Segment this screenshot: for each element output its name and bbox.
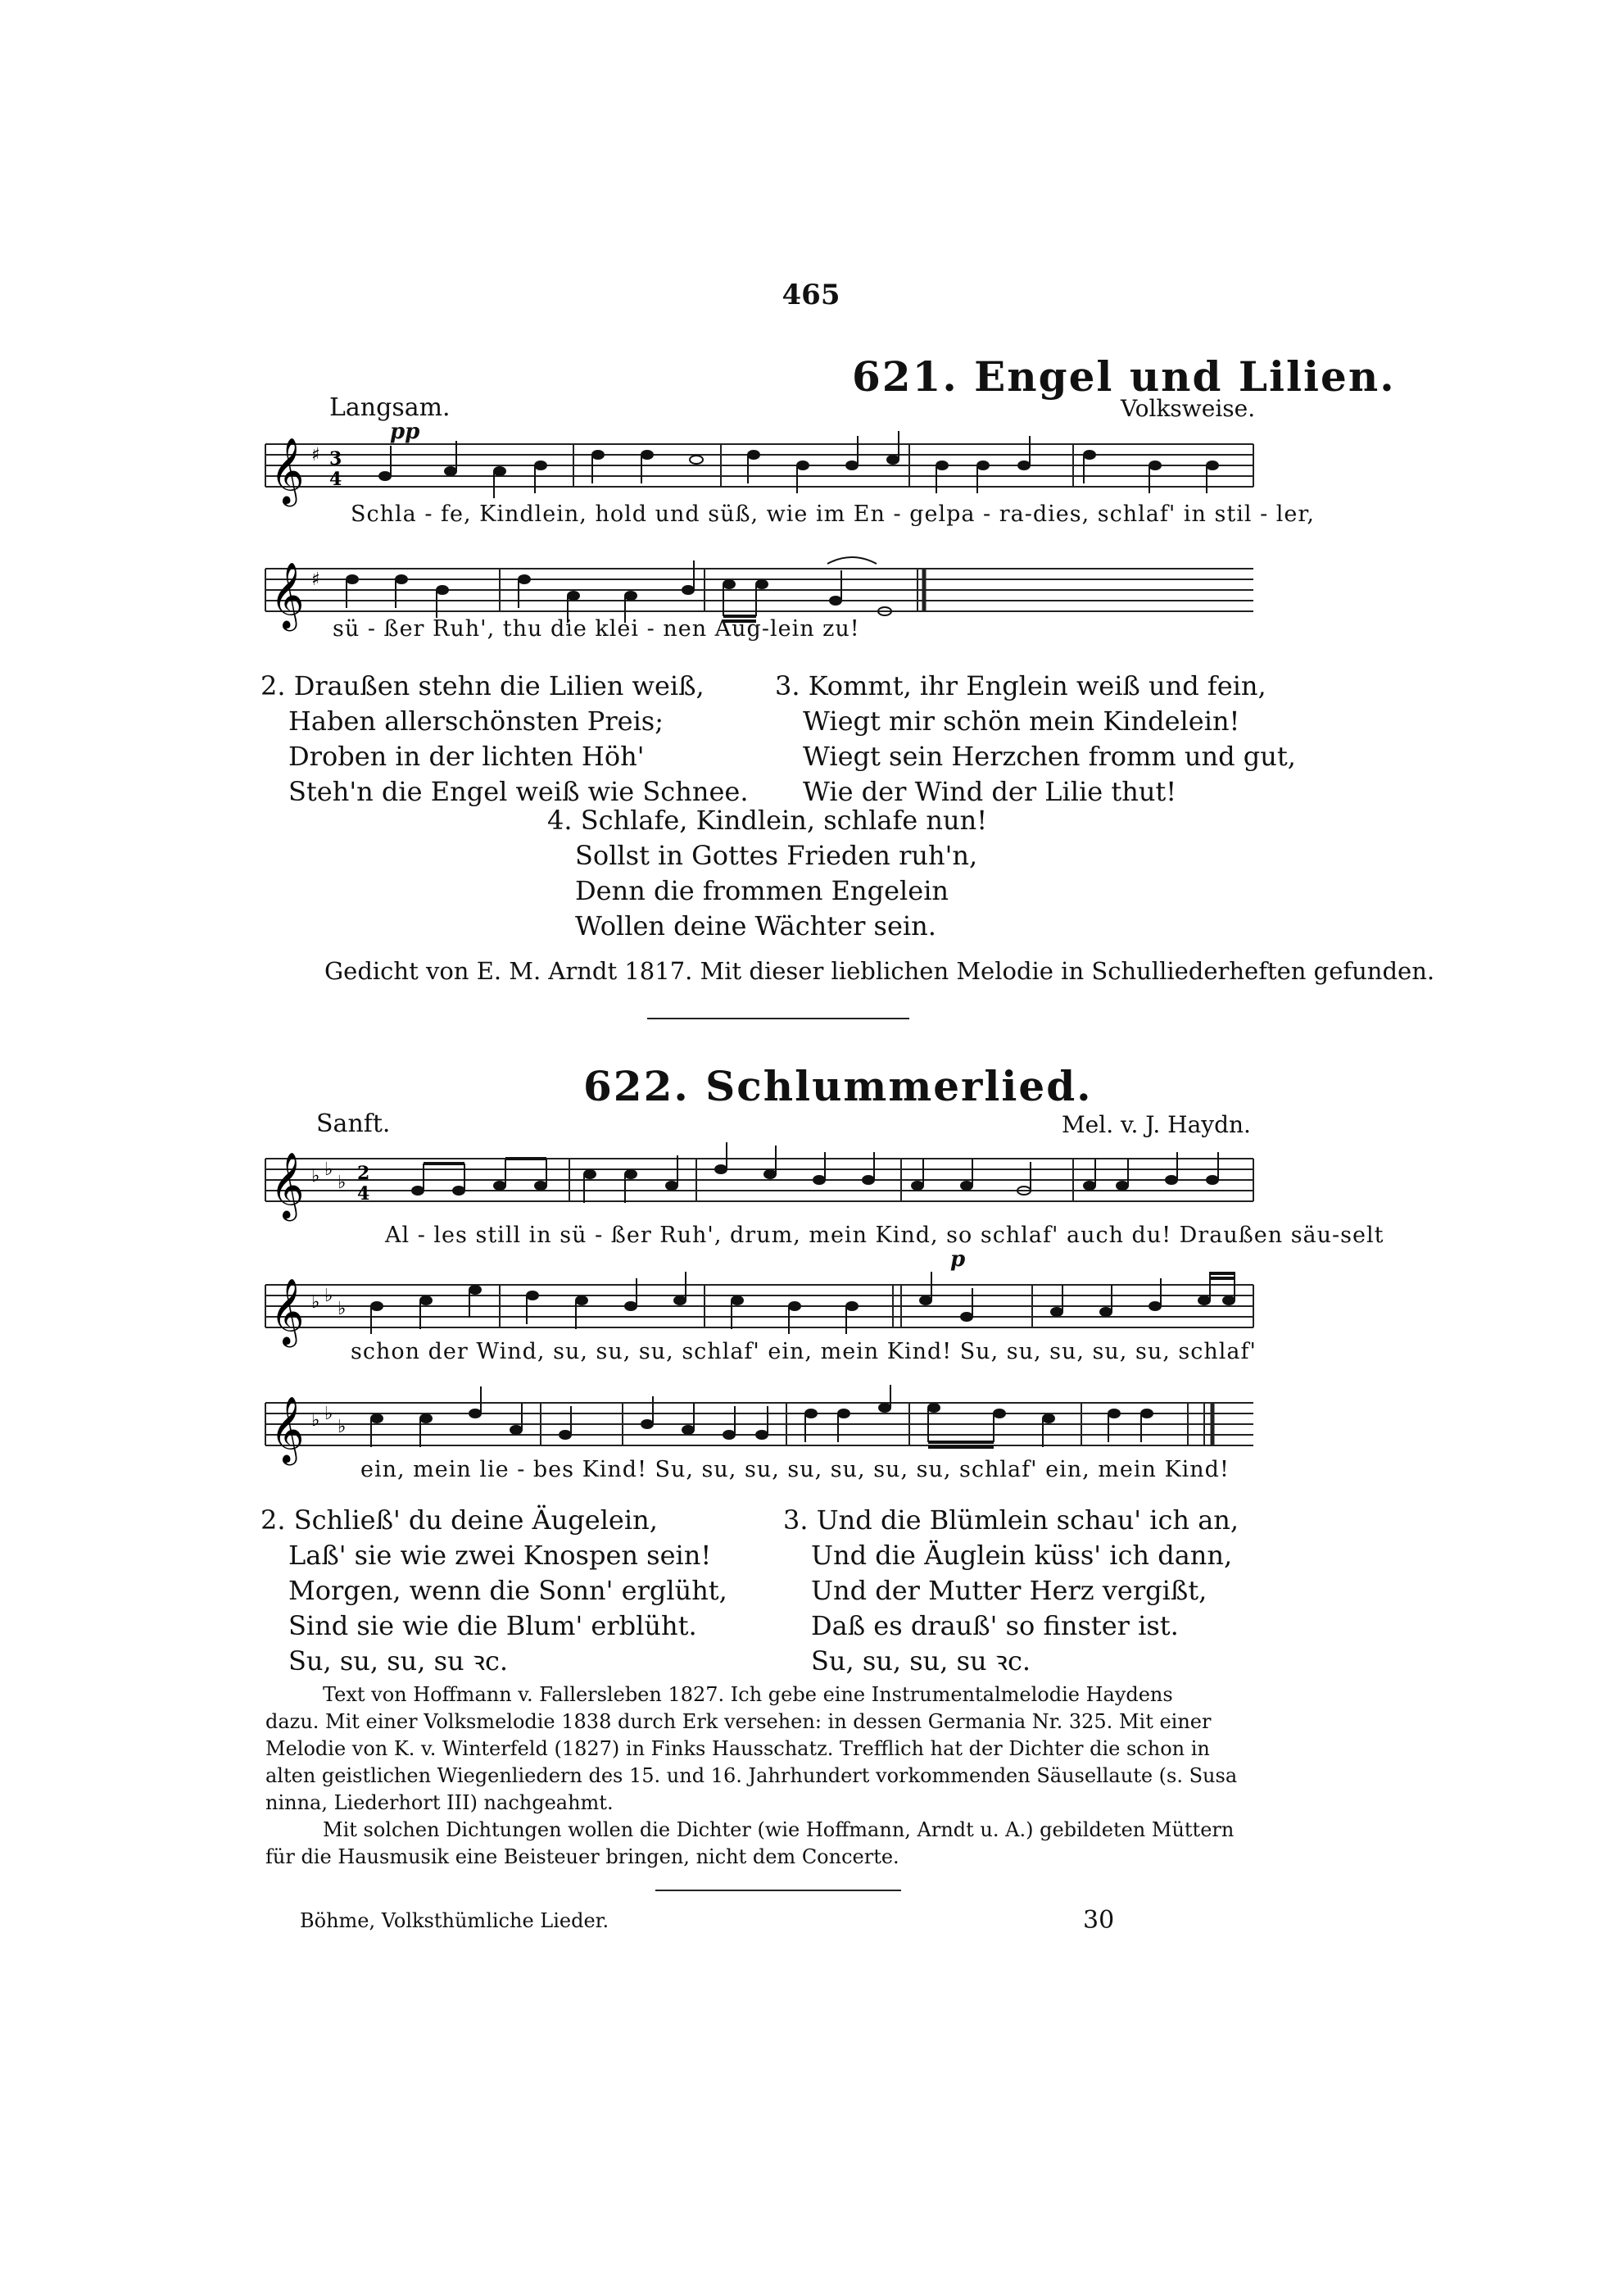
svg-text:♭: ♭ [338, 1417, 347, 1437]
commentary-line: Mit solchen Dichtungen wollen die Dichter (wie Hoffmann, Arndt u. A.) gebildeten Müttern [323, 1818, 1235, 1841]
verse-line: Steh'n die Engel weiß wie Schnee. [288, 776, 749, 807]
svg-text:♭: ♭ [311, 1410, 320, 1431]
commentary-line: Melodie von K. v. Winterfeld (1827) in Finks Hausschatz. Trefflich hat der Dichter die schon in [265, 1737, 1210, 1760]
tempo-marking-622: Sanft. [316, 1109, 391, 1138]
commentary-line: Text von Hoffmann v. Fallersleben 1827. Ich gebe eine Instrumentalmelodie Haydens [323, 1683, 1173, 1706]
verse-line: Sind sie wie die Blum' erblüht. [288, 1610, 697, 1641]
lyrics-621-line-2: sü - ßer Ruh', thu die klei - nen Aug-lein zu! [333, 616, 860, 642]
svg-text:𝄞: 𝄞 [270, 1151, 305, 1218]
verse-line: Laß' sie wie zwei Knospen sein! [288, 1540, 712, 1571]
commentary-line: für die Hausmusik eine Beisteuer bringen, nicht dem Concerte. [265, 1845, 899, 1868]
svg-text:𝄞: 𝄞 [270, 437, 305, 504]
verse-622-2 [261, 1503, 727, 1679]
verse-line: Denn die frommen Engelein [575, 875, 949, 906]
svg-text:♭: ♭ [324, 1404, 333, 1424]
commentary-line: dazu. Mit einer Volksmelodie 1838 durch Erk versehen: in dessen Germania Nr. 325. Mit einer [265, 1710, 1212, 1733]
section-divider [647, 1018, 909, 1019]
svg-text:♭: ♭ [324, 1159, 333, 1180]
verse-line: Haben allerschönsten Preis; [288, 706, 664, 737]
svg-text:𝄞: 𝄞 [270, 1277, 305, 1345]
svg-text:2: 2 [357, 1163, 370, 1184]
verse-line: 3. Kommt, ihr Englein weiß und fein, [775, 670, 1266, 701]
svg-text:♭: ♭ [338, 1299, 347, 1319]
melody-attribution-622: Mel. v. J. Haydn. [1062, 1111, 1251, 1138]
verse-line: Wie der Wind der Lilie thut! [803, 776, 1177, 807]
tempo-marking-621: Langsam. [329, 393, 451, 422]
commentary-line: alten geistlichen Wiegenliedern des 15. und 16. Jahrhundert vorkommenden Säusellaute (s. Susa [265, 1764, 1238, 1787]
footer-book-title: Böhme, Volksthümliche Lieder. [300, 1909, 609, 1932]
svg-text:♯: ♯ [311, 569, 320, 590]
svg-text:♭: ♭ [324, 1286, 333, 1306]
svg-text:𝄞: 𝄞 [270, 561, 305, 628]
verse-line: Wiegt sein Herzchen fromm und gut, [803, 741, 1296, 772]
svg-text:♭: ♭ [338, 1173, 347, 1193]
lyrics-622-line-2: schon der Wind, su, su, su, schlaf' ein, mein Kind! Su, su, su, su, su, schlaf' [351, 1339, 1257, 1364]
lyrics-622-line-3: ein, mein lie - bes Kind! Su, su, su, su, su, su, su, schlaf' ein, mein Kind! [360, 1457, 1230, 1482]
verse-line: Su, su, su, su ꝛc. [811, 1645, 1031, 1677]
verse-622-3 [783, 1503, 1239, 1679]
verse-line: 4. Schlafe, Kindlein, schlafe nun! [547, 805, 988, 836]
svg-text:♭: ♭ [311, 1292, 320, 1313]
verse-621-2 [261, 669, 748, 810]
footer-divider [655, 1890, 901, 1891]
verse-line: Droben in der lichten Höh' [288, 741, 645, 772]
song-title-622: 622. Schlummerlied. [583, 1062, 1093, 1110]
verse-line: Wiegt mir schön mein Kindelein! [803, 706, 1240, 737]
song-title-621: 621. Engel und Lilien. [852, 352, 1396, 401]
music-staff-622-1 [262, 1141, 1262, 1231]
dynamic-marking-621: pp [390, 420, 420, 444]
svg-text:𝄞: 𝄞 [270, 1395, 305, 1463]
verse-621-3 [775, 669, 1296, 810]
footer-signature-number: 30 [1083, 1906, 1115, 1935]
verse-line: Wollen deine Wächter sein. [575, 910, 936, 942]
lyrics-622-line-1: Al - les still in sü - ßer Ruh', drum, mein Kind, so schlaf' auch du! Draußen säu-selt [385, 1223, 1384, 1248]
melody-attribution-621: Volksweise. [1121, 395, 1256, 422]
commentary-622 [265, 1681, 1237, 1871]
svg-text:4: 4 [357, 1183, 370, 1205]
verse-line: 2. Draußen stehn die Lilien weiß, [261, 670, 705, 701]
dynamic-marking-622: p [950, 1247, 966, 1272]
verse-line: Sollst in Gottes Frieden ruh'n, [575, 840, 978, 871]
verse-line: Und der Mutter Herz vergißt, [811, 1575, 1207, 1606]
commentary-line: ninna, Liederhort III) nachgeahmt. [265, 1791, 614, 1814]
svg-text:♯: ♯ [311, 445, 320, 465]
svg-text:♭: ♭ [311, 1166, 320, 1187]
verse-line: Morgen, wenn die Sonn' erglüht, [288, 1575, 727, 1606]
verse-line: Su, su, su, su ꝛc. [288, 1645, 509, 1677]
verse-line: Und die Äuglein küss' ich dann, [811, 1540, 1233, 1571]
page-number: 465 [782, 279, 840, 311]
verse-line: 2. Schließ' du deine Äugelein, [261, 1504, 658, 1536]
svg-text:4: 4 [329, 469, 342, 490]
lyrics-621-line-1: Schla - fe, Kindlein, hold und süß, wie im En - gelpa - ra-dies, schlaf' in stil - ler, [351, 501, 1315, 527]
credit-621: Gedicht von E. M. Arndt 1817. Mit dieser lieblichen Melodie in Schulliederheften gefunden. [324, 957, 1435, 985]
verse-line: Daß es drauß' so finster ist. [811, 1610, 1179, 1641]
svg-text:3: 3 [329, 448, 342, 470]
verse-line: 3. Und die Blümlein schau' ich an, [783, 1504, 1239, 1536]
verse-621-4 [547, 803, 987, 944]
